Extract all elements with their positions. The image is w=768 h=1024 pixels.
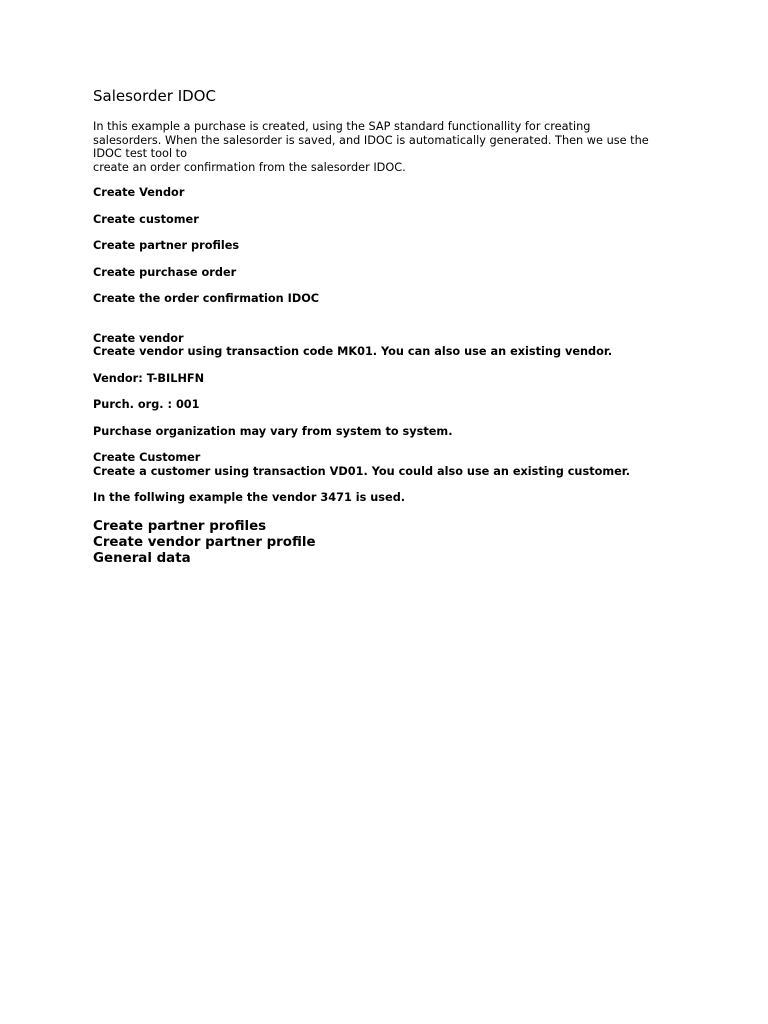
toc-item-create-order-confirmation: Create the order confirmation IDOC [93,292,320,305]
partner-subheading-general-data: General data [93,550,191,566]
page-title: Salesorder IDOC [93,87,216,105]
intro-line: create an order confirmation from the salesorder IDOC. [93,160,406,174]
intro-paragraph [93,120,693,174]
partner-subheading-vendor-profile: Create vendor partner profile [93,534,316,550]
intro-line: salesorders. When the salesorder is saved, and IDOC is automatically generated. Then we use the [93,133,649,147]
customer-section-note: In the follwing example the vendor 3471 is used. [93,491,406,504]
toc-item-create-customer: Create customer [93,212,199,226]
intro-line: In this example a purchase is created, using the SAP standard functionallity for creating [93,120,591,133]
document-content [93,86,693,567]
customer-section-heading: Create Customer [93,451,201,464]
toc-item-create-vendor: Create Vendor [93,186,185,199]
toc-item-create-partner-profiles: Create partner profiles [93,239,240,252]
vendor-section-text: Create vendor using transaction code MK01. You can also use an existing vendor. [93,345,613,358]
vendor-value: Vendor: T-BILHFN [93,371,205,385]
intro-line: IDOC test tool to [93,147,188,160]
vendor-section-heading: Create vendor [93,331,184,345]
purch-org-note: Purchase organization may vary from system to system. [93,424,453,438]
purch-org-value: Purch. org. : 001 [93,398,200,411]
customer-section-text: Create a customer using transaction VD01. You could also use an existing customer. [93,464,631,478]
partner-section-heading: Create partner profiles [93,518,267,534]
toc-item-create-purchase-order: Create purchase order [93,265,237,279]
